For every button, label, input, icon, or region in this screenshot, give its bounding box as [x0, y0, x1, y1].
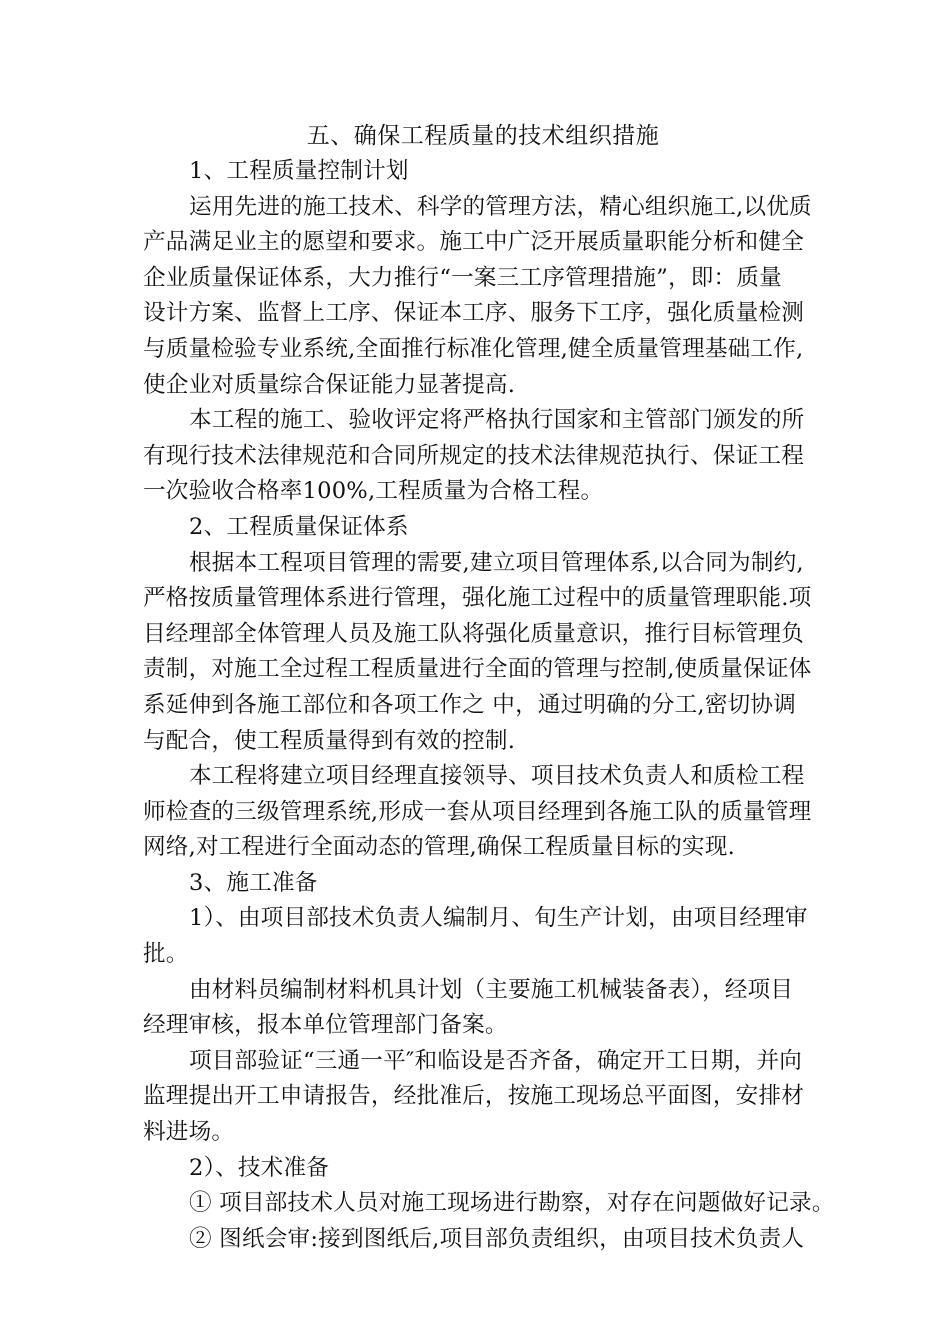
text-line: 网络,对工程进行全面动态的管理,确保工程质量目标的实现. [143, 834, 735, 861]
text-line: 2）、技术准备 [189, 1154, 330, 1181]
text-line: 项目部验证“三通一平″和临设是否齐备，确定开工日期，并向 [189, 1047, 803, 1074]
text-line: 与配合，使工程质量得到有效的控制. [143, 727, 516, 754]
text-line: 2、工程质量保证体系 [189, 513, 409, 540]
text-line: 根据本工程项目管理的需要,建立项目管理体系,以合同为制约, [189, 549, 804, 576]
text-line: 本工程的施工、验收评定将严格执行国家和主管部门颁发的所 [189, 407, 805, 434]
text-line: 一次验收合格率100%,工程质量为合格工程。 [143, 478, 604, 505]
document-body [143, 154, 835, 1257]
text-line: 师检查的三级管理系统,形成一套从项目经理到各施工队的质量管理 [143, 798, 812, 825]
text-line: 严格按质量管理体系进行管理，强化施工过程中的质量管理职能.项 [143, 585, 812, 612]
text-line: 3、施工准备 [189, 869, 318, 896]
text-line: 责制，对施工全过程工程质量进行全面的管理与控制,使质量保证体 [143, 656, 812, 683]
text-line: 系延伸到各施工部位和各项工作之 中，通过明确的分工,密切协调 [143, 691, 796, 718]
text-line: ② 图纸会审:接到图纸后,项目部负责组织，由项目技术负责人 [189, 1225, 805, 1252]
text-line: 企业质量保证体系，大力推行“一案三工序管理措施”，即：质量 [143, 264, 782, 291]
text-line: 有现行技术法律规范和合同所规定的技术法律规范执行、保证工程 [143, 442, 805, 469]
text-line: 运用先进的施工技术、科学的管理方法，精心组织施工,以优质 [189, 193, 812, 220]
text-line: 使企业对质量综合保证能力显著提高. [143, 371, 516, 398]
text-line: 设计方案、监督上工序、保证本工序、服务下工序，强化质量检测 [143, 300, 805, 327]
page-title: 五、确保工程质量的技术组织措施 [306, 123, 660, 149]
text-line: ① 项目部技术人员对施工现场进行勘察，对存在问题做好记录。 [189, 1190, 835, 1217]
text-line: 料进场。 [143, 1119, 235, 1146]
text-line: 由材料员编制材料机具计划（主要施工机械装备表），经项目 [189, 976, 794, 1003]
text-line: 监理提出开工申请报告，经批准后，按施工现场总平面图，安排材 [143, 1083, 805, 1110]
text-line: 目经理部全体管理人员及施工队将强化质量意识，推行目标管理负 [143, 620, 805, 647]
text-line: 本工程将建立项目经理直接领导、项目技术负责人和质检工程 [189, 763, 805, 790]
text-line: 与质量检验专业系统,全面推行标准化管理,健全质量管理基础工作, [143, 335, 804, 362]
text-line: 批。 [143, 941, 189, 968]
text-line: 1、工程质量控制计划 [189, 158, 409, 184]
text-line: 经理审核，报本单位管理部门备案。 [143, 1012, 508, 1039]
text-line: 产品满足业主的愿望和要求。施工中广泛开展质量职能分析和健全 [143, 229, 805, 256]
text-line: 1）、由项目部技术负责人编制月、旬生产计划，由项目经理审 [189, 905, 808, 932]
